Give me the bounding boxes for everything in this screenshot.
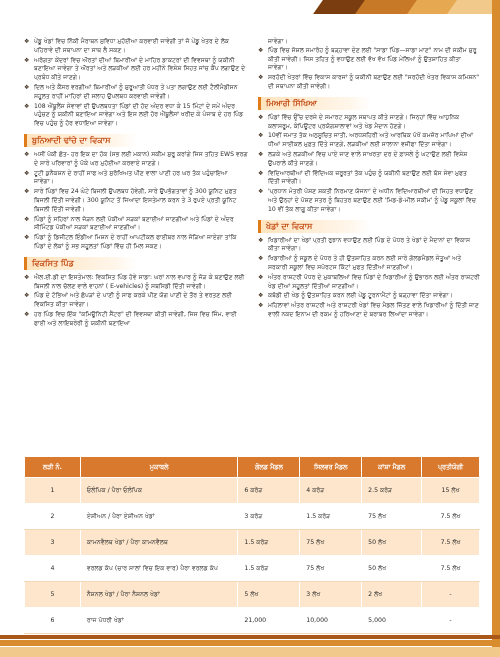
cell-silver: 10,000 bbox=[300, 608, 362, 634]
cell-participant: - bbox=[422, 608, 480, 634]
section-heading-education bbox=[258, 97, 480, 110]
header-silver: ਸਿਲਵਰ ਮੈਡਲ bbox=[300, 457, 362, 478]
right-column bbox=[258, 38, 480, 321]
table-header-row bbox=[25, 457, 480, 478]
section-heading-infrastructure bbox=[24, 134, 249, 147]
header-gold: ਗੋਲਡ ਮੈਡਲ bbox=[238, 457, 300, 478]
list-item: ❖ ਅੰਤਰ ਰਾਸ਼ਟਰੀ ਪੱਧਰ ਦੇ ਮੁਕਾਬਲਿਆਂ ਵਿਚ ਪਿੰਡਾਂ ਦੇ ਖਿਡਾਰੀਆਂ ਨੂੰ ਉਭਾਰਨ ਲਈ ਅੰਤਰ ਰਾਸ਼ਟਰੀ ਖੇਡ ਦੀਆਂ ਸਹੂਲਤਾਂ ਦਿੱਤੀਆਂ ਜਾਣਗੀਆਂ। bbox=[258, 273, 480, 290]
cell-no: 1 bbox=[25, 478, 81, 504]
cell-gold: 1.5 ਕਰੋੜ bbox=[238, 556, 300, 582]
section-title: ਬੁਨਿਆਦੀ ਢਾਂਚੇ ਦਾ ਵਿਕਾਸ bbox=[32, 135, 111, 145]
cell-silver: 75 ਲੱਖ bbox=[300, 556, 362, 582]
list-item: ❖ ਮਹਿਲਾਵਾਂ ਅੰਤਰ ਰਾਸ਼ਟਰੀ ਅਤੇ ਰਾਸ਼ਟਰੀ ਖੇਡਾਂ ਵਿਚ ਮੈਡਲ ਜਿੱਤਣ ਵਾਲੇ ਖਿਡਾਰੀਆਂ ਨੂੰ ਦਿੱਤੀ ਜਾਣ ਵਾਲੀ ਨਕਦ ਇਨਾਮ ਦੀ ਰਕਮ ਨੂੰ ਹਰਿਆਣਾ ਦੇ ਬਰਾਬਰ ਲਿਆਂਦਾ ਜਾਵੇਗਾ। bbox=[258, 302, 479, 318]
cell-no: 3 bbox=[25, 530, 81, 556]
list-item: ❖ ਦਿਲ ਅਤੇ ਕੈਂਸਰ ਵਰਗੀਆਂ ਬਿਮਾਰੀਆਂ ਨੂੰ ਸ਼ੁਰੂਆਤੀ ਪੱਧਰ ਤੇ ਪਤਾ ਲਗਾਉਣ ਲਈ ਟੈਲੀਮੈਡੀਸਨ ਸਹੂਲਤ ਰਾਹੀਂ ਮਾਹਿਰਾਂ ਦੀ ਸਲਾਹ ਉਪਲਬਧ ਕਰਵਾਈ ਜਾਵੇਗੀ। bbox=[24, 83, 238, 100]
cell-bronze: 2 ਲੱਖ bbox=[362, 582, 422, 608]
cell-event: ਰਾਜ ਪੱਧਰੀ ਖੇਡਾਂ bbox=[80, 608, 238, 634]
table-row bbox=[25, 504, 480, 530]
section-heading-developed-village bbox=[24, 257, 249, 270]
header-event: ਮੁਕਾਬਲੇ bbox=[80, 457, 238, 478]
list-item: ❖ ਖਿਡਾਰੀਆਂ ਨੂੰ ਸਕੂਲ ਦੇ ਪੱਧਰ ਤੇ ਹੀ ਉਤਸ਼ਾਹਿਤ ਕਰਨ ਲਈ ਸਾਰੇ ਗੋਲਡਮੈਡਲ ਜੇਤੂਆਂ ਅਤੇ ਸਰਕਾਰੀ ਸਕੂਲਾਂ ਵਿਚ ਸਪੋਰਟਸ ਕਿੱਟਾਂ ਮੁਫਤ ਦਿੱਤੀਆਂ ਜਾਣਗੀਆਂ। bbox=[258, 255, 462, 271]
cell-bronze: 2.5 ਕਰੋੜ bbox=[362, 478, 422, 504]
cell-gold: 21,000 bbox=[238, 608, 300, 634]
list-item: ❖ 10ਵੀਂ ਜਮਾਤ ਤੱਕ ਅਨੁਸੂਚਿਤ ਜਾਤੀ, ਅਰਧਸ਼ਹਿਰੀ ਅਤੇ ਆਰਥਿਕ ਪੱਖੋਂ ਕਮਜ਼ੋਰ ਮਾਪਿਆਂ ਦੀਆਂ ਧੀਆਂ ਸਾਈਕਲ ਮੁਫ਼ਤ ਦਿੱਤੇ ਜਾਣਗੇ, ਲੜਕੀਆਂ ਲਈ ਸਾਲਾਨਾ ਵਜ਼ੀਫਾ ਦਿੱਤਾ ਜਾਵੇਗਾ। bbox=[258, 132, 474, 149]
list-item: ❖ ਪੇਂਡੂ ਖੇਡਾਂ ਵਿਚ ਨਿੱਕੀ ਮੈਰਾਥਨ ਸੁਵਿਧਾ ਮੁਹੱਈਆ ਕਰਵਾਈ ਜਾਵੇਗੀ ਤਾਂ ਜੋ ਪੇਂਡੂ ਖੇਤਰ ਦੇ ਲੋਕ ਪਹਿਰਾਵੇ ਦੀ ਸਥਾਪਨਾ ਦਾ ਸਾਥ ਲੈ ਸਕਣ। bbox=[24, 38, 229, 54]
list-item: ❖ ਸਰਹੱਦੀ ਖੇਤਰਾਂ ਵਿੱਚ ਵਿਕਾਸ ਕਾਰਜਾਂ ਨੂੰ ਯਕੀਨੀ ਬਣਾਉਣ ਲਈ "ਸਰਹੱਦੀ ਖੇਤਰ ਵਿਕਾਸ ਕਮਿਸ਼ਨ" ਦੀ ਸਥਾਪਨਾ ਕੀਤੀ ਜਾਵੇਗੀ। bbox=[258, 74, 480, 90]
cell-participant: - bbox=[422, 582, 480, 608]
list-item: ❖ ਟੂਟੀ ਕੁਨੈਕਸ਼ਨ ਦੇ ਰਾਹੀਂ ਸਾਫ ਅਤੇ ਸੁਰੱਖਿਅਤ ਪੀਣ ਵਾਲਾ ਪਾਣੀ ਹਰ ਘਰ ਤੱਕ ਪਹੁੰਚਾਇਆ ਜਾਵੇਗਾ। bbox=[24, 169, 228, 186]
table-row bbox=[25, 478, 480, 504]
right-edge-bar bbox=[492, 0, 500, 657]
list-item: ❖ ਪਿੰਡਾਂ ਨੂੰ ਸਹਿਰਾਂ ਨਾਲ ਜੋੜਨ ਲਈ ਪੱਕੀਆਂ ਸੜਕਾਂ ਬਣਾਈਆਂ ਜਾਣਗੀਆਂ ਅਤੇ ਪਿੰਡਾਂ ਦੇ ਅੰਦਰ ਸੀਮਿੰਟਡ ਪੱਕੀਆਂ ਸੜਕਾਂ ਬਣਾਈਆਂ ਜਾਣਗੀਆਂ। bbox=[24, 215, 234, 232]
section-title: ਖੇਡਾਂ ਦਾ ਵਿਕਾਸ bbox=[266, 221, 313, 231]
header-bronze: ਕਾਂਸ਼ਾ ਮੈਡਲ bbox=[362, 457, 422, 478]
table-row bbox=[25, 530, 480, 556]
list-item: ❖ ਪਿੰਡਾਂ ਨੂੰ ਡਿਜੀਟਲ ਇੰਡੀਆ ਮਿਸ਼ਨ ਦੇ ਰਾਹੀਂ ਆਪਟੀਕਲ ਫਾਈਬਰ ਨਾਲ ਜੋੜਿਆ ਜਾਏਗਾ ਤਾਂਕਿ ਪਿੰਡਾਂ ਦੇ ਲੋਕਾਂ ਨੂੰ ਸਭ ਸਹੂਲਤਾਂ ਪਿੰਡਾਂ ਵਿੱਚ ਹੀ ਮਿਲ ਸਕਣ। bbox=[24, 234, 237, 250]
table-row bbox=[25, 556, 480, 582]
cell-event: ਏਸ਼ੀਅਨ / ਪੈਰਾ ਏਸ਼ੀਅਨ ਖੇਡਾਂ bbox=[80, 504, 238, 530]
list-item: ❖ ਕਬੱਡੀ ਦੀ ਖੇਡ ਨੂੰ ਉਤਸ਼ਾਹਿਤ ਕਰਨ ਲਈ ਪੇਂਡੂ ਟੂਰਨਾਮੈਂਟਾਂ ਨੂੰ ਬੜ੍ਹਾਵਾ ਦਿੱਤਾ ਜਾਵੇਗਾ। bbox=[258, 292, 453, 300]
cell-event: ਓਲੰਪਿਕ / ਪੈਰਾ ਓਲੰਪਿਕ bbox=[80, 478, 238, 504]
cell-bronze: 50 ਲੱਖ bbox=[362, 556, 422, 582]
section-heading-sports bbox=[258, 220, 480, 233]
list-item: ❖ ਐਲ.ਈ.ਡੀ ਦਾ ਇਸਤੇਮਾਲ: ਵਿਕਸਿਤ ਪਿੰਡ ਹੋਵੇ ਸਾਡਾ: ਘਰਾਂ ਨਾਲ ਵਪਾਰ ਨੂੰ ਜੋੜ ਕੇ ਬਣਾਉਣ ਲਈ ਬਿਜਲੀ ਨਾਲ ਚੱਲਣ ਵਾਲੇ ਵਾਹਨਾਂ ( E-vehicles) ਨੂੰ ਸਬਸਿਡੀ ਦਿੱਤੀ ਜਾਵੇਗੀ। bbox=[24, 273, 245, 290]
cell-participant: 7.5 ਲੱਖ bbox=[422, 556, 480, 582]
cell-participant: 7.5 ਲੱਖ bbox=[422, 530, 480, 556]
cell-no: 4 bbox=[25, 556, 81, 582]
top-decorative-band bbox=[0, 0, 500, 20]
cell-gold: 6 ਕਰੋੜ bbox=[238, 478, 300, 504]
list-item: ❖ ਸਾਰੇ ਪਿੰਡਾਂ ਵਿਚ 24 ਘੰਟੇ ਬਿਜਲੀ ਉਪਲਬਧ ਹੋਵੇਗੀ, ਸਾਰੇ ਉਪਭੋਗਤਾਵਾਂ ਨੂੰ 300 ਯੂਨਿਟ ਮੁਫ਼ਤ ਬਿਜਲੀ ਦਿੱਤੀ ਜਾਵੇਗੀ। 300 ਯੂਨਿਟ ਤੋਂ ਜਿਆਦਾ ਇਸਤੇਮਾਲ ਕਰਨ ਤੇ 3 ਰੁਪਏ ਪ੍ਰਤੀ ਯੂਨਿਟ ਬਿਜਲੀ ਦਿੱਤੀ ਜਾਵੇਗੀ। bbox=[24, 188, 237, 213]
cell-no: 6 bbox=[25, 608, 81, 634]
list-item: ❖ ਪਿੰਡਾਂ ਵਿੱਚ ਉੱਚ ਦਰਜੇ ਦੇ ਸਮਾਰਟ ਸਕੂਲ ਸਥਾਪਤ ਕੀਤੇ ਜਾਣਗੇ। ਜਿਨ੍ਹਾਂ ਵਿੱਚ ਆਧੁਨਿਕ ਕਲਾਸਰੂਮ, ਕੰਪਿਊਟਰ ਪ੍ਰਯੋਗਸ਼ਾਲਾਵਾਂ ਅਤੇ ਖੇਡ ਮੈਦਾਨ ਹੋਣਗੇ। bbox=[258, 113, 460, 130]
list-item: ❖ ਵਿਦਿਆਰਥੀਆਂ ਦੀ ਵਿੱਦਿਅਕ ਜ਼ਰੂਰਤਾਂ ਤੱਕ ਪਹੁੰਚ ਨੂੰ ਯਕੀਨੀ ਬਣਾਉਣ ਲਈ ਬੱਸ ਸੇਵਾ ਮੁਫਤ ਦਿੱਤੀ ਜਾਵੇਗੀ। bbox=[258, 169, 467, 186]
continuation-text: ਜਾਵੇਗਾ। bbox=[268, 38, 288, 45]
list-item: ❖ ਅਰੋਗਤਾ ਕੇਂਦਰਾਂ ਵਿਚ ਔਰਤਾਂ ਦੀਆਂ ਬਿਮਾਰੀਆਂ ਦੇ ਮਾਹਿਰ ਡਾਕਟਰਾਂ ਦੀ ਵਿਵਸਥਾ ਨੂੰ ਯਕੀਨੀ ਬਣਾਇਆ ਜਾਵੇਗਾ ਤੇ ਔਰਤਾਂ ਅਤੇ ਲੜਕੀਆਂ ਲਈ ਹਰ ਮਹੀਨੇ ਵਿਸ਼ੇਸ਼ ਸਿਹਤ ਜਾਂਚ ਕੈਂਪ ਲਗਾਉਣ ਦੇ ਪ੍ਰਬੰਧ ਕੀਤੇ ਜਾਣਗੇ। bbox=[24, 56, 246, 82]
cell-gold: 1.5 ਕਰੋੜ bbox=[238, 530, 300, 556]
cell-bronze: 75 ਲੱਖ bbox=[362, 504, 422, 530]
list-item: ❖ ਪਿੰਡ ਵਿਚ ਸੋਸ਼ਲ ਸਮਾਰੋਹ ਨੂੰ ਬੜ੍ਹਾਵਾ ਦੇਣ ਲਈ "ਸਾਡਾ ਪਿੰਡ—ਸਾਡਾ ਮਾਣ" ਨਾਮ ਦੀ ਸਕੀਮ ਸ਼ੁਰੂ ਕੀਤੀ ਜਾਵੇਗੀ। ਜਿਸ ਤਹਿਤ ਨੂੰ ਵਧਾਉਣ ਲਈ ਵੱਖ ਵੱਖ ਪਿੰਡ ਮੇਲਿਆਂ ਨੂੰ ਉਤਸ਼ਾਹਿਤ ਕੀਤਾ ਜਾਵੇਗਾ। bbox=[258, 46, 477, 72]
cell-participant: 7.5 ਲੱਖ bbox=[422, 504, 480, 530]
table-row bbox=[25, 608, 480, 634]
left-column bbox=[24, 38, 249, 330]
list-item: ❖ ਪਿੰਡ ਦੇ ਟੋਭਿਆਂ ਅਤੇ ਛੱਪੜਾਂ ਦੇ ਪਾਣੀ ਨੂੰ ਸਾਫ ਕਰਕੇ ਪੀਣ ਯੋਗ ਪਾਣੀ ਦੇ ਤੌਰ ਤੇ ਵਰਤਣ ਲਈ ਵਿਕਸਿਤ ਕੀਤਾ ਜਾਵੇਗਾ। bbox=[24, 292, 232, 309]
cell-bronze: 50 ਲੱਖ bbox=[362, 530, 422, 556]
table-row bbox=[25, 582, 480, 608]
cell-no: 2 bbox=[25, 504, 81, 530]
header-serial-no: ਲੜੀ ਨੰ. bbox=[25, 457, 81, 478]
cell-silver: 4 ਕਰੋੜ bbox=[300, 478, 362, 504]
cell-silver: 75 ਲੱਖ bbox=[300, 530, 362, 556]
section-title: ਮਿਆਰੀ ਸਿੱਖਿਆ bbox=[266, 98, 317, 108]
cell-gold: 3 ਕਰੋੜ bbox=[238, 504, 300, 530]
cell-participant: 15 ਲੱਖ bbox=[422, 478, 480, 504]
cell-gold: 5 ਲੱਖ bbox=[238, 582, 300, 608]
header-participant: ਪ੍ਰਤੀਯੋਗੀ bbox=[422, 457, 480, 478]
cell-event: ਨੈਸ਼ਨਲ ਖੇਡਾਂ / ਪੈਰਾ ਨੈਸ਼ਨਲ ਖੇਡਾਂ bbox=[80, 582, 238, 608]
list-item: ❖ ਲੜਕੇ ਅਤੇ ਲੜਕੀਆਂ ਵਿਚ ਪਾਏ ਜਾਣ ਵਾਲੇ ਸਾਖਰਤਾ ਦਰ ਦੇ ਫ਼ਾਸਲੇ ਨੂੰ ਘਟਾਉਣ ਲਈ ਵਿਸ਼ੇਸ਼ ਉਪਰਾਲੇ ਕੀਤੇ ਜਾਣਗੇ। bbox=[258, 150, 468, 167]
medal-prize-table bbox=[24, 456, 480, 634]
section-title: ਵਿਕਸਿਤ ਪਿੰਡ bbox=[32, 258, 74, 268]
list-item: ❖ 'ਪ੍ਰਧਾਨ ਮੰਤਰੀ ਪੋਸ਼ਣ ਸ਼ਕਤੀ ਨਿਰਮਾਣ ਯੋਜਨਾ' ਦੇ ਅਧੀਨ ਵਿਦਿਆਰਥੀਆਂ ਦੀ ਸਿਹਤ ਵਧਾਉਣ ਅਤੇ ਉਨ੍ਹਾਂ ਦੇ ਪੋਸ਼ਣ ਸਤਰ ਨੂੰ ਬਿਹਤਰ ਬਣਾਉਣ ਲਈ 'ਮਿਡ-ਡੇ-ਮੀਲ ਸਕੀਮ' ਨੂੰ ਪੇਂਡੂ ਸਕੂਲਾਂ ਵਿਚ 10 ਵੀਂ ਤੱਕ ਲਾਗੂ ਕੀਤਾ ਜਾਵੇਗਾ। bbox=[258, 188, 476, 213]
list-item: ❖ ਅਸੀਂ ਪੱਕੀ ਛੱਤ- ਹਰ ਇਕ ਦਾ ਹੱਕ (ਸਭ ਲਈ ਮਕਾਨ) ਸਕੀਮ ਸ਼ੁਰੂ ਕਰਾਂਗੇ ਜਿਸ ਤਹਿਤ EWS ਵਰਗ ਦੇ ਸਾਰੇ ਪਰਿਵਾਰਾਂ ਨੂੰ ਪੱਕੇ ਘਰ ਮੁਹੱਈਆ ਕਰਵਾਏ ਜਾਣਗੇ। bbox=[24, 150, 248, 167]
list-item: ❖ ਖਿਡਾਰੀਆਂ ਦਾ ਖੇਡਾਂ ਪ੍ਰਤੀ ਰੁਝਾਨ ਵਧਾਉਣ ਲਈ ਪਿੰਡ ਦੇ ਪੱਧਰ ਤੇ ਖੇਡਾਂ ਦੇ ਮੈਦਾਨਾਂ ਦਾ ਵਿਕਾਸ ਕੀਤਾ ਜਾਵੇਗਾ। bbox=[258, 236, 471, 253]
cell-event: ਕਾਮਨਵੈਲਥ ਖੇਡਾਂ / ਪੈਰਾ ਕਾਮਨਵੈਲਥ bbox=[80, 530, 238, 556]
bottom-decorative-band bbox=[0, 631, 500, 657]
list-item: ❖ 108 ਐਂਬੂਲੈਂਸ ਸੇਵਾਵਾਂ ਦੀ ਉਪਲਬਧਤਾ ਪਿੰਡਾਂ ਦੀ ਹੱਦ ਅੰਦਰ ਵਧਾ ਕੇ 15 ਮਿੰਟਾਂ ਦੇ ਸਮੇਂ ਅੰਦਰ ਪਹੁੰਚਣ ਨੂੰ ਯਕੀਨੀ ਬਣਾਇਆ ਜਾਵੇਗਾ ਅਤੇ ਇਸ ਲਈ ਹੋਰ ਐਂਬੂਲੈਂਸਾਂ ਖਰੀਦ ਕੇ ਪੰਜਾਬ ਦੇ ਹਰ ਪਿੰਡ ਵਿਚ ਪਹੁੰਚ ਨੂੰ ਹੋਰ ਵਧਾਇਆ ਜਾਵੇਗਾ। bbox=[24, 102, 244, 128]
cell-event: ਵਰਲਡ ਕੱਪ (ਚਾਰ ਸਾਲਾਂ ਵਿਚ ਇਕ ਵਾਰ) ਪੈਰਾ ਵਰਲਡ ਕੱਪ bbox=[80, 556, 238, 582]
list-item: ❖ ਹਰ ਪਿੰਡ ਵਿਚ ਇੱਕ "ਕਮਿਊਨਿਟੀ ਸੈਂਟਰ" ਦੀ ਵਿਵਸਥਾ ਕੀਤੀ ਜਾਵੇਗੀ, ਜਿਸ ਵਿਚ ਜਿੰਮ, ਵਾਈ ਫਾਈ ਅਤੇ ਲਾਇਬਰੇਰੀ ਨੂੰ ਯਕੀਨੀ ਬਣਾਇਆ bbox=[24, 310, 237, 327]
cell-bronze: 5,000 bbox=[362, 608, 422, 634]
cell-silver: 1.5 ਕਰੋੜ bbox=[300, 504, 362, 530]
cell-silver: 3 ਲੱਖ bbox=[300, 582, 362, 608]
cell-no: 5 bbox=[25, 582, 81, 608]
